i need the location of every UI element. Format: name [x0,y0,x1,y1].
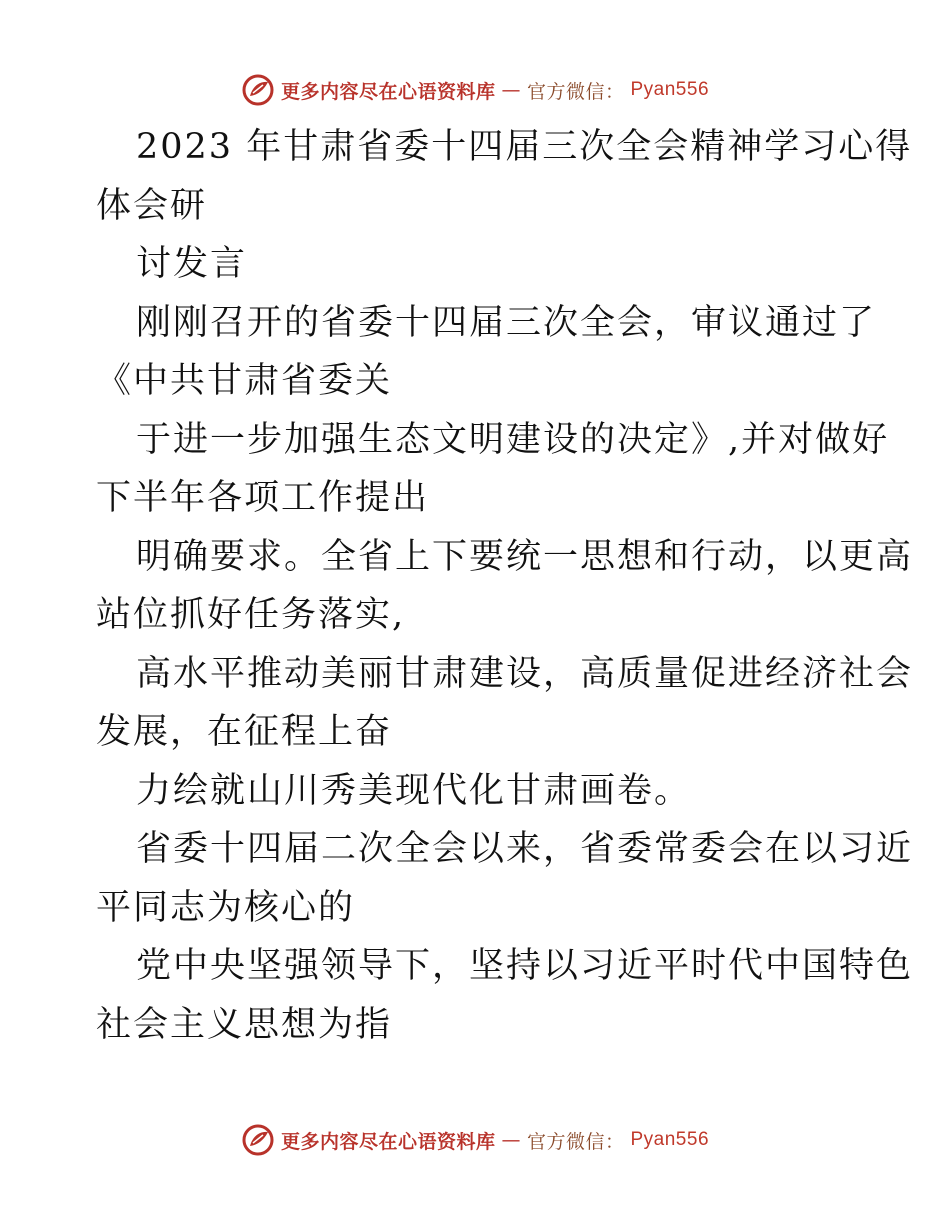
body-line: 讨发言 [136,244,248,284]
body-line: 高水平推动美丽甘肃建设，高质量促进经济社会 [136,653,914,694]
body-line: 省委十四届二次全会以来，省委常委会在以习近 [136,829,914,869]
body-line: 站位抓好任务落实, [96,595,406,635]
body-line: 社会主义思想为指 [96,1004,393,1045]
banner-dash: — [501,1129,521,1151]
banner-main-text: 更多内容尽在心语资料库 [280,80,496,103]
banner-main-text: 更多内容尽在心语资料库 [280,1130,496,1153]
banner-dash: — [501,79,521,101]
body-line: 2023 年甘肃省委十四届三次全会精神学习心得 [136,127,913,167]
body-line: 体会研 [96,185,208,226]
body-line: 明确要求。全省上下要统一思想和行动，以更高 [136,536,914,577]
body-line: 《中共甘肃省委关 [96,361,393,401]
leaf-seal-logo-icon [241,1123,275,1157]
banner-label: 官方微信： [526,1130,625,1153]
body-line: 党中央坚强领导下，坚持以习近平时代中国特色 [136,946,914,986]
body-line: 力绘就山川秀美现代化甘肃画卷。 [136,770,692,811]
banner-label: 官方微信： [526,80,625,103]
footer-watermark-banner [0,1120,950,1160]
banner-account: Pyan556 [630,1129,710,1150]
header-watermark-banner [0,70,950,110]
leaf-seal-logo-icon [241,73,275,107]
body-line: 刚刚召开的省委十四届三次全会，审议通过了 [136,302,877,343]
banner-account: Pyan556 [630,79,710,100]
body-line: 于进一步加强生态文明建设的决定》,并对做好 [136,419,890,460]
body-line: 下半年各项工作提出 [96,478,430,518]
body-line: 发展，在征程上奋 [96,712,393,752]
body-line: 平同志为核心的 [96,887,356,928]
document-body [96,118,914,1054]
